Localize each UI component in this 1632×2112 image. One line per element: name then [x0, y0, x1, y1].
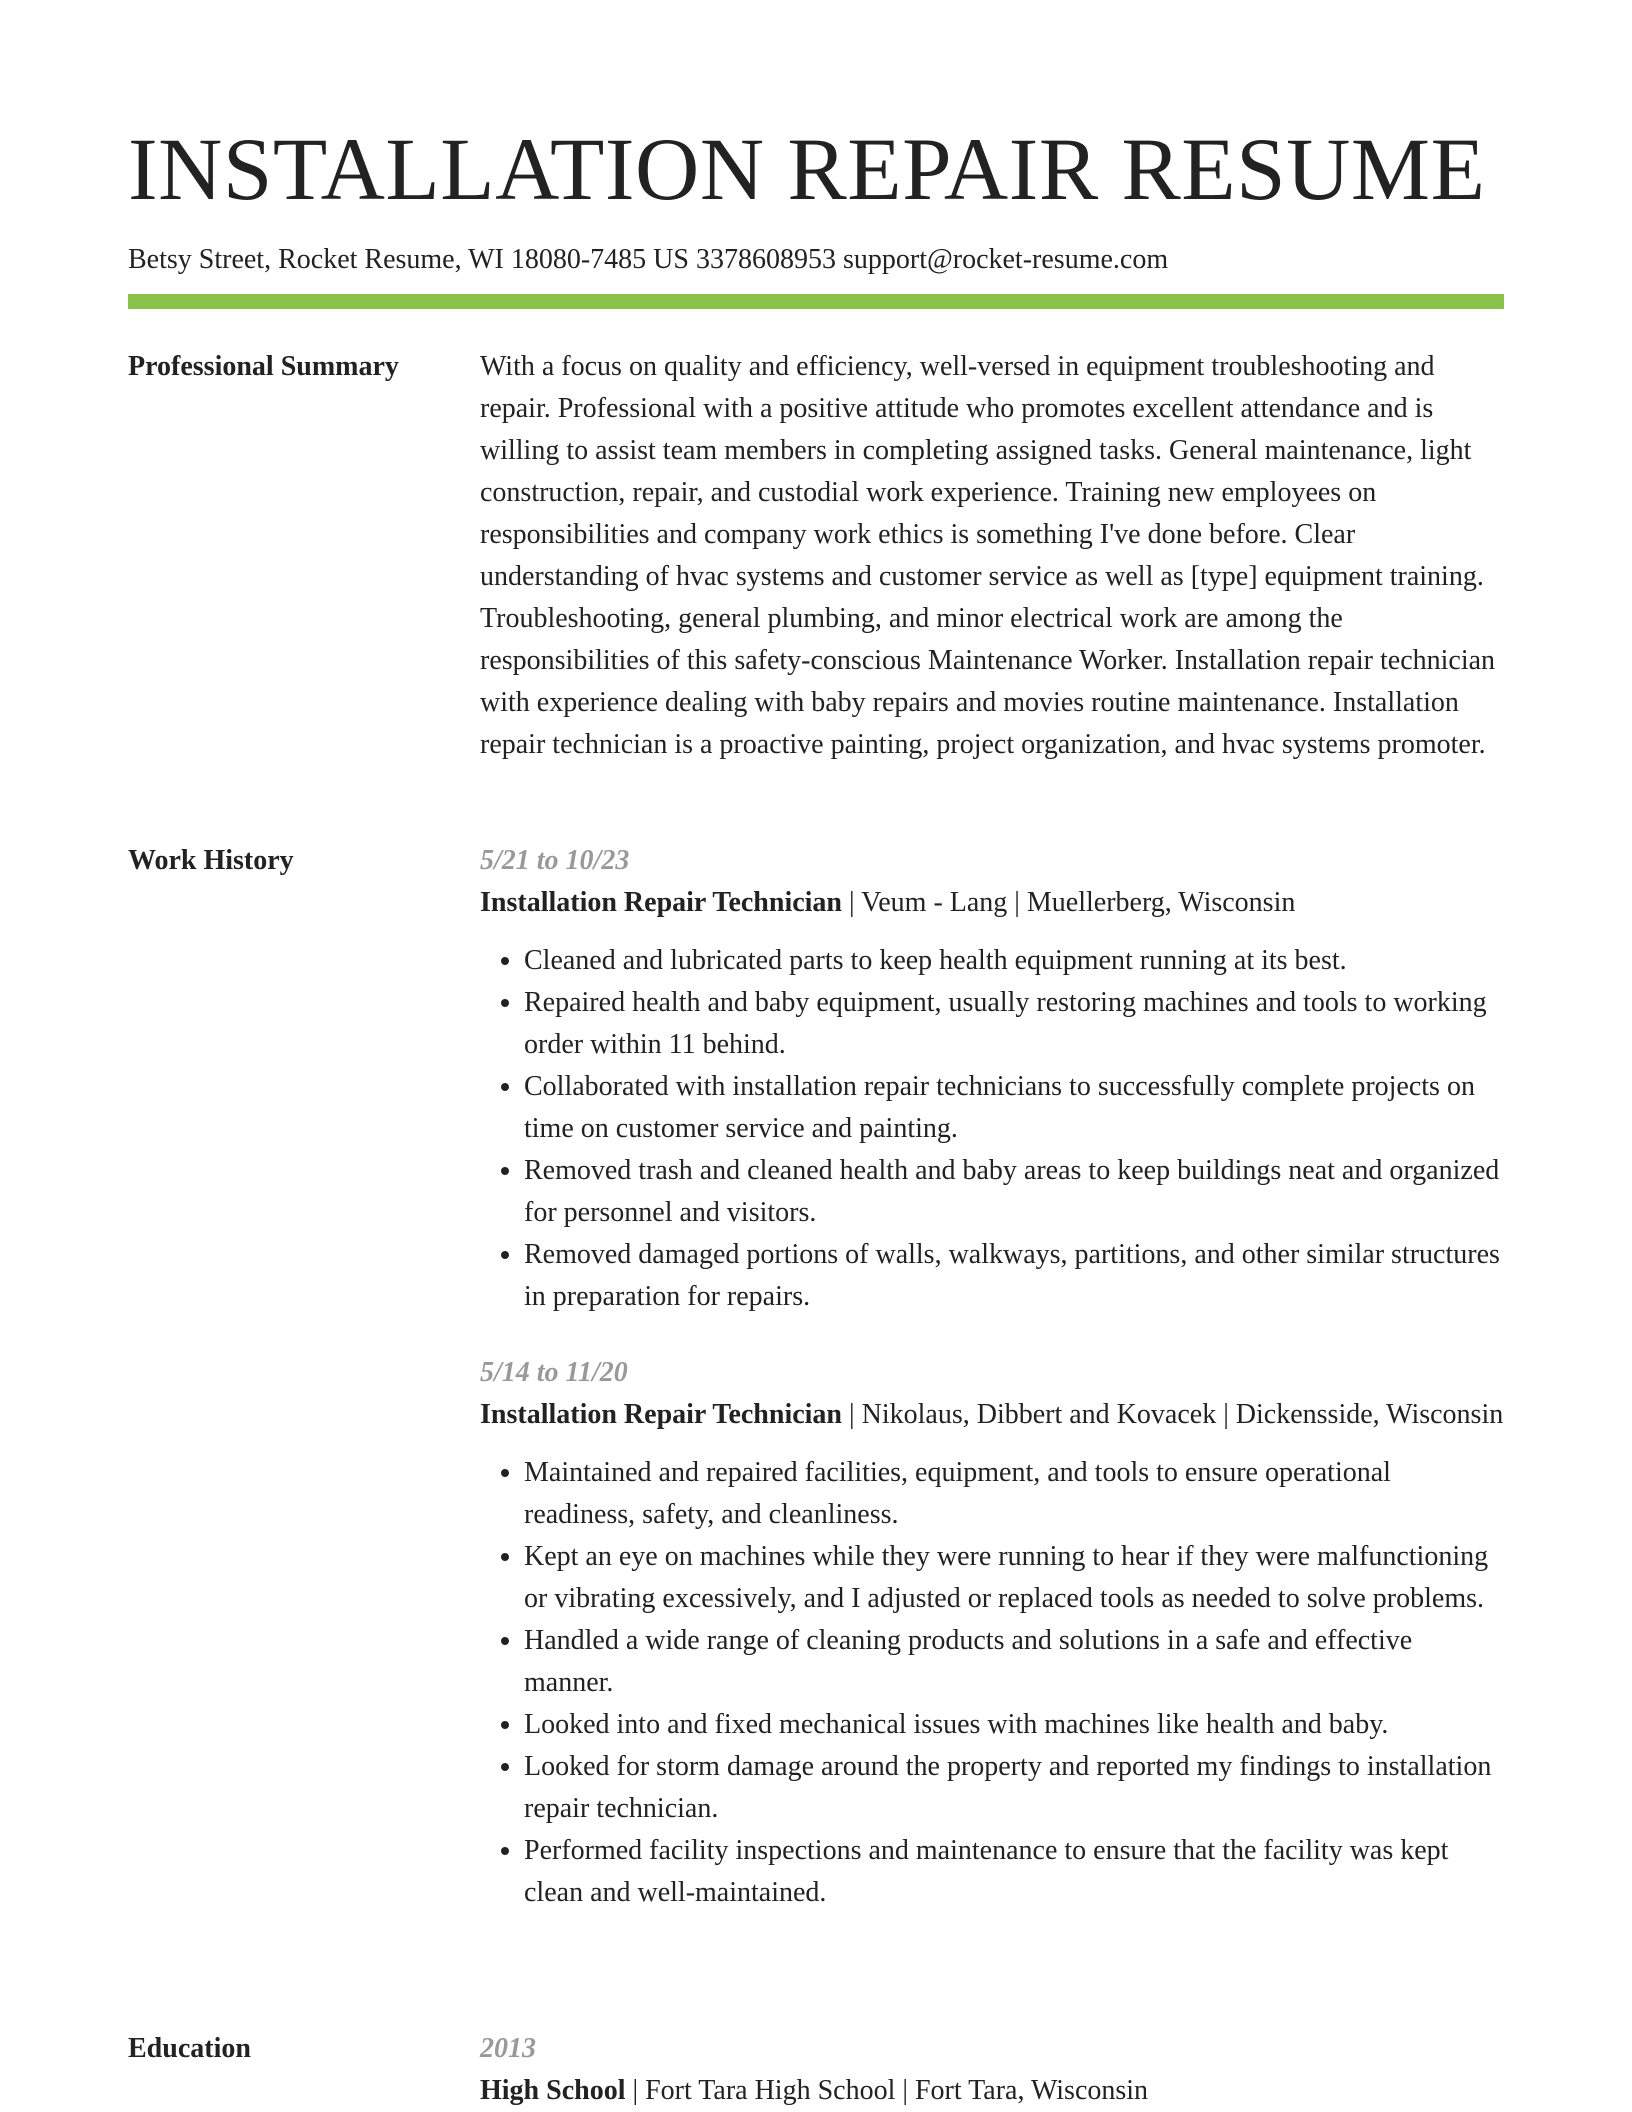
education-date: 2013 — [480, 2033, 536, 2064]
education-degree: High School — [480, 2075, 626, 2106]
duty-item: • Repaired health and baby equipment, usually restoring machines and tools to working order within 11 behind. — [524, 982, 1504, 1066]
duty-item: • Looked into and fixed mechanical issues with machines like health and baby. — [524, 1704, 1504, 1746]
job-duties-list — [480, 940, 1504, 1318]
duty-item: • Looked for storm damage around the property and reported my findings to installation repair technician. — [524, 1746, 1504, 1830]
duty-item: • Performed facility inspections and maintenance to ensure that the facility was kept clean and well-maintained. — [524, 1830, 1504, 1914]
section-label-summary: Professional Summary — [128, 351, 399, 382]
job-dates: 5/14 to 11/20 — [480, 1357, 628, 1388]
summary-text: With a focus on quality and efficiency, well-versed in equipment troubleshooting and repair. Professional with a positive attitude who promotes excellent attendance and is willing to assist team members in completing assigned tasks. General maintenance, light construction, repair, and custodial work experience. Training new employees on responsibilities and company work ethics is something I've done before. Clear understanding of hvac systems and customer service as well as [type] equipment training. Troubleshooting, general plumbing, and minor electrical work are among the responsibilities of this safety-conscious Maintenance Worker. Installation repair technician with experience dealing with baby repairs and movies routine maintenance. Installation repair technician is a proactive painting, project organization, and hvac systems promoter. — [480, 351, 1496, 760]
job-duties-list — [480, 1452, 1504, 1914]
section-label-education: Education — [128, 2033, 251, 2064]
education-heading — [480, 2070, 1504, 2112]
duty-item: • Collaborated with installation repair technicians to successfully complete projects on time on customer service and painting. — [524, 1066, 1504, 1150]
duty-item: • Handled a wide range of cleaning products and solutions in a safe and effective manner. — [524, 1620, 1504, 1704]
job-entry — [480, 840, 1504, 1318]
work-history-body — [480, 840, 1504, 1914]
duty-item: • Removed damaged portions of walls, walkways, partitions, and other similar structures in preparation for repairs. — [524, 1234, 1504, 1318]
duty-item: • Maintained and repaired facilities, equipment, and tools to ensure operational readiness, safety, and cleanliness. — [524, 1452, 1504, 1536]
section-label-work-history: Work History — [128, 845, 294, 876]
education-details: | Fort Tara High School | Fort Tara, Wisconsin — [625, 2075, 1149, 2106]
professional-summary-section — [128, 346, 1504, 766]
accent-divider — [128, 294, 1504, 309]
job-dates: 5/21 to 10/23 — [480, 845, 630, 876]
duty-item: • Kept an eye on machines while they were running to hear if they were malfunctioning or vibrating excessively, and I adjusted or replaced tools as needed to solve problems. — [524, 1536, 1504, 1620]
education-section — [128, 2028, 1504, 2112]
job-title: Installation Repair Technician — [480, 887, 843, 918]
summary-body — [480, 346, 1504, 766]
job-entry — [480, 1352, 1504, 1914]
job-title: Installation Repair Technician — [480, 1399, 843, 1430]
duty-item: • Removed trash and cleaned health and baby areas to keep buildings neat and organized for personnel and visitors. — [524, 1150, 1504, 1234]
duty-item: • Cleaned and lubricated parts to keep health equipment running at its best. — [524, 940, 1504, 982]
job-details: | Veum - Lang | Muellerberg, Wisconsin — [842, 887, 1296, 918]
job-heading — [480, 882, 1504, 924]
work-history-section — [128, 840, 1504, 1914]
education-body — [480, 2028, 1504, 2112]
contact-info: Betsy Street, Rocket Resume, WI 18080-7485 US 3378608953 support@rocket-resume.com — [128, 244, 1169, 275]
job-details: | Nikolaus, Dibbert and Kovacek | Dickensside, Wisconsin — [842, 1399, 1504, 1430]
resume-header — [128, 112, 1504, 309]
resume-title: INSTALLATION REPAIR RESUME — [128, 121, 1486, 219]
job-heading — [480, 1394, 1504, 1436]
